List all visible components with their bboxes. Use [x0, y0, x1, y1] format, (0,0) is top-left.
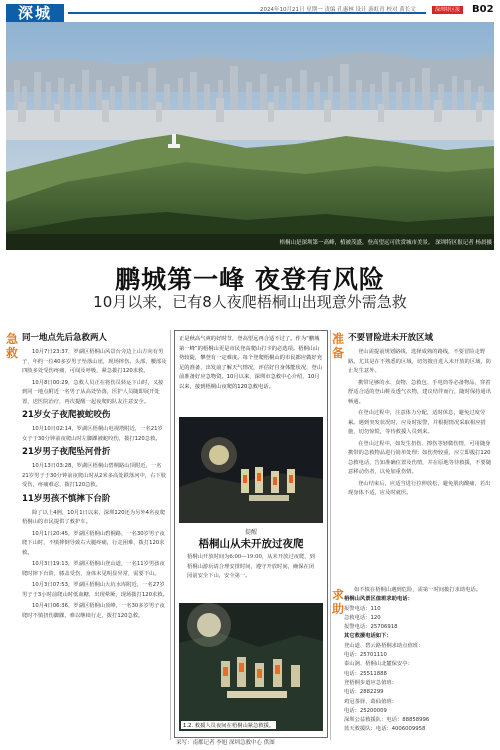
photo-caption: 梧桐山是深圳第一高峰，植被茂盛，登高望远可欣赏城市美景。 深圳特区报记者 杨晨摄 [279, 240, 492, 246]
paragraph: 10月13日03:28，罗湖区梧桐山碧桐路山顶附近，一名21岁男子于30分钟前夜爬山时从2米多高处跌落河中，右下肢受伤，疼痛难忍，拨打120急救。 [22, 463, 166, 488]
contact-line: 其它救援电话如下： [344, 633, 392, 640]
rescue-photo-1 [179, 417, 323, 523]
paragraph: 在登山过程中，注意体力分配，适时休息，避免过度劳累。遇到突发状况时，应及时报警，并根据情况采取相应措施，切勿惊慌，等待救援人员到来。 [348, 410, 486, 435]
city-panorama-photo [6, 22, 494, 250]
paragraph: 10月7日23:37，罗湖区梧桐山风景台旁边上山方向有男子，年约一位40多岁男子坠落山崖，现场摔伤。头部、腰部及四肢多处受伤疼痛，可闻及呼吸，紧急拨打120求救。 [22, 349, 167, 374]
contact-line: 急救电话：120 [344, 614, 381, 621]
edition-badge: 深圳特区报 [432, 6, 463, 14]
contacts-intro: 如不慎在梧桐山遇到危险，需第一时间拨打求助电话。 [354, 587, 482, 593]
paragraph: 10月3日07:53，罗湖区梧桐山大坑水库附近，一名27岁男子于3小时前爬山时低血糖，出现晕厥，现场拨打120求救。 [22, 582, 168, 598]
paragraph: 10月10日02:14，罗湖区梧桐山电视塔附近，一名21岁女子于30分钟前夜爬山时左脚踝被蛇咬伤，拨打120急救。 [22, 426, 163, 442]
header-date-line: 2024年10月21日 星期一 责编 孔惠林 设计 游虹青 校对 黄长文 [260, 7, 416, 13]
paragraph: 10月1日20:45，罗湖区梧桐山碧桐路，一名30岁男子夜爬下山时，不慎摔倒导致右大腿疼痛，行走困难，拨打120求救。 [22, 530, 165, 556]
contact-line: 电话：25511888 [344, 670, 387, 677]
section-heading: 11岁男孩不慎摔下台阶 [22, 493, 111, 504]
contacts-heading: 梧桐山风景区值班求助电话： [344, 596, 413, 603]
paragraph: 在登山过程中，如发生扭伤、擦伤等轻微伤情，可用随身携带的急救物品进行简单处理；如伤势较重，应立即拨打120急救电话，告知准确位置及伤情，并在原地等待救援，不要随意移动伤者，以免加重伤情。 [348, 440, 492, 475]
contact-line: 登山道、碧云路梧桐求助点值班： [344, 642, 424, 649]
contact-line: 蓝天救援队：电话：4006009958 [344, 726, 426, 733]
page-number: B02 [472, 4, 494, 15]
paragraph: 携带足够的水、食物、急救包、手电筒等必备物品，穿着舒适合适的登山鞋及透气衣物，建议结伴而行，随时保持通讯畅通。 [348, 379, 492, 405]
box-title: 梧桐山从未开放过夜爬 [198, 538, 304, 550]
paragraph: 除了以上4例，10月1日以来，深圳120还为另外4名夜爬梧桐山的市民提供了救护车。 [22, 509, 165, 525]
contacts-block [344, 586, 494, 735]
box-kicker: 提醒 [244, 529, 257, 536]
box-lead-text: 正是秋高气爽的好时节，登高望远再合适不过了。作为“鹏城第一峰”的梧桐山更是市民登高爬山打卡的必选项。梧桐山山势较陡，攀登有一定难度。每个登爬梧桐山的市民都应做好充足的准备，出发前了解天气情况，评估好自身体能状况，登山前准备好应急物资。10月以来，深圳市急救中心介绍，10月以来，接到梧桐山夜爬的120急救电话。 [179, 336, 323, 390]
right-column [348, 330, 494, 501]
left-column-label: 急救 [6, 332, 19, 360]
page-header [0, 0, 500, 22]
box-body-text: 梧桐山开放时间为6:00—19:00，从未开放过夜爬，到梧桐山游玩请合理安排时间，遵守开放时间，确保在闭园前安全下山，安全第一。 [187, 554, 315, 579]
photo-caption: 1.2. 救援人员夜间在梧桐山紧急救援。 [183, 723, 275, 729]
contact-line: 泰山涧、梧桐山北麓保安亭： [344, 661, 413, 668]
help-label: 求助 [332, 588, 345, 616]
right-column-label: 准备 [332, 332, 345, 360]
left-column [22, 330, 168, 623]
contact-line: 报警电话：25706918 [344, 624, 398, 631]
contact-line: 深圳公益救援队：电话：88858996 [344, 717, 430, 724]
byline: 采写：南都记者 李旭 深圳急救中心 供图 [176, 740, 275, 746]
section-heading: 21岁女子夜爬被蛇咬伤 [22, 410, 111, 420]
subheadline: 10月以来，已有8人夜爬梧桐山出现意外需急救 [93, 293, 407, 311]
contact-line: 电话：2882299 [344, 689, 384, 696]
section-heading: 21岁男子夜爬坠河骨折 [22, 447, 111, 457]
column-divider [170, 330, 171, 740]
contact-line: 电话：25701110 [344, 652, 387, 659]
paragraph: 10月4日06:36，罗湖区梧桐山顶峰，一名30多岁男子夜爬时不慎扭伤脚踝，难以继续行走，拨打120急救。 [22, 603, 165, 619]
paragraph: 登山需提前规划路线，选择成熟的路线，不要冒险走野路。尤其是在不熟悉的区域，切勿擅自进入未开放的区域，防止发生意外。 [348, 349, 492, 374]
reminder-box [174, 330, 328, 738]
contact-line: 登梧桐步道应急值班： [344, 679, 397, 686]
paragraph: 10月3日19:13，罗湖区梧桐山登山道，一名11岁男孩夜爬时摔下台阶，膝盖受伤，身体未见明显异常，需要下山。 [22, 561, 165, 577]
headline: 鹏城第一峰 夜登有风险 [115, 265, 385, 294]
section-heading: 同一地点先后急救两人 [22, 333, 108, 343]
contact-line: 鸡冠茶驿、葛仙值班： [344, 698, 397, 705]
paragraph: 登山结束后，应适当进行拉伸放松，避免肌肉酸痛，若出现身体不适，应及时就医。 [348, 480, 491, 496]
section-tag: 深城 [6, 4, 64, 22]
paragraph: 10月8日00:29，急救人员正在将伤员转运下山时，又接到同一地点附近一名男子从高处坠落，医护人员随即展开处置，送医院治疗，再次提醒一起夜爬的队友注意安全。 [22, 379, 164, 405]
contact-line: 报警电话：110 [344, 605, 381, 612]
rescue-photo-2 [179, 603, 323, 731]
section-heading: 不要冒险进未开放区域 [348, 333, 434, 343]
column-divider [330, 330, 331, 740]
contact-line: 电话：25200009 [344, 707, 387, 714]
